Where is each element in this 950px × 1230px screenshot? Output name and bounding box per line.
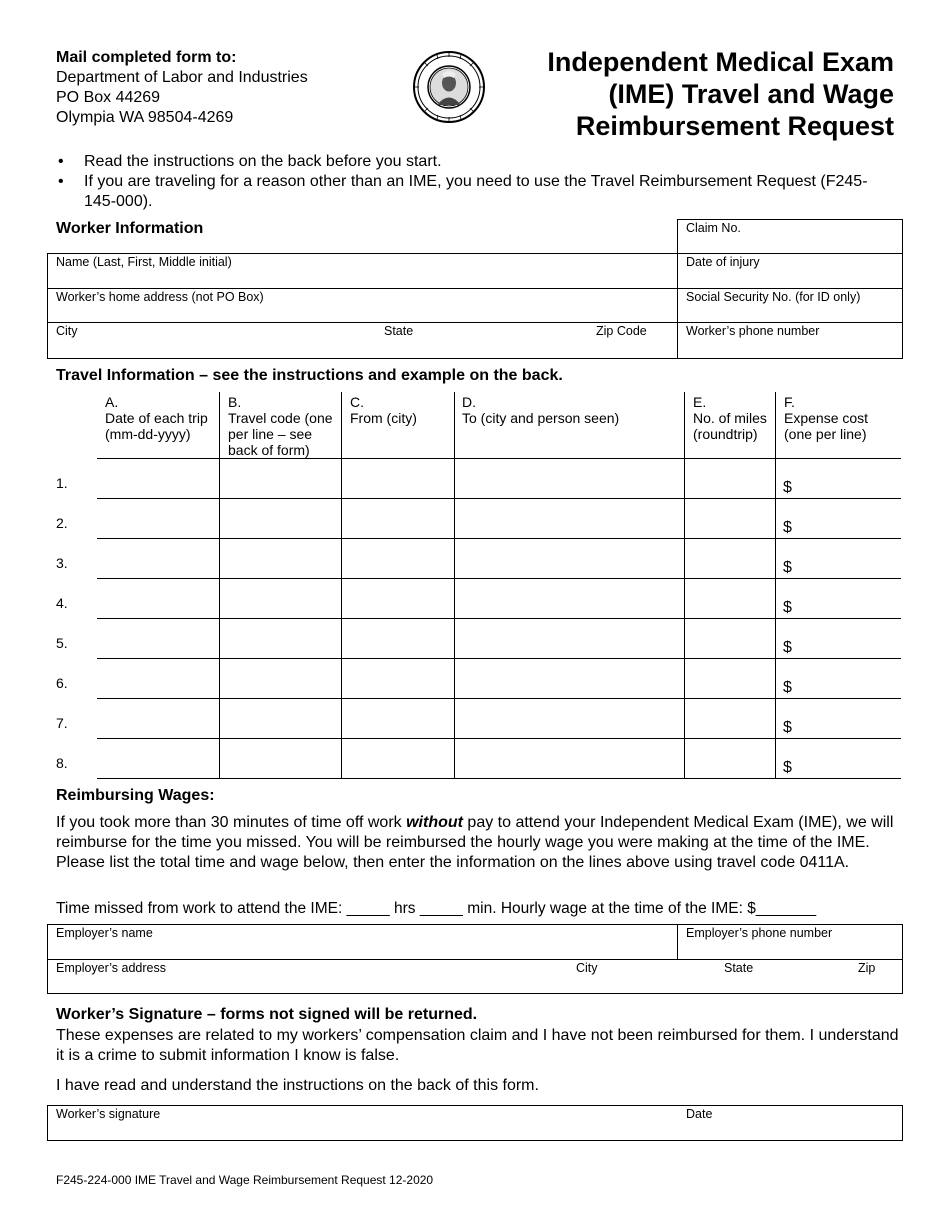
expense-dollar-sign: $ [783, 759, 792, 776]
title-line: (IME) Travel and Wage [608, 79, 894, 109]
employer-city-field[interactable]: City [576, 961, 598, 975]
expense-dollar-sign: $ [783, 479, 792, 496]
signature-heading: Worker’s Signature – forms not signed will be returned. [56, 1006, 478, 1023]
row-number: 4. [56, 595, 68, 611]
row-line [97, 578, 901, 579]
row-number: 7. [56, 715, 68, 731]
column-text: No. of miles [693, 410, 767, 426]
home-address-field[interactable]: Worker’s home address (not PO Box) [56, 290, 264, 304]
column-header-date [105, 394, 217, 442]
divider [47, 959, 903, 960]
column-header-from [350, 394, 450, 426]
worker-info-heading: Worker Information [56, 220, 204, 237]
row-number: 8. [56, 755, 68, 771]
ssn-field[interactable]: Social Security No. (for ID only) [686, 290, 861, 304]
employer-state-field[interactable]: State [724, 961, 754, 975]
row-line [97, 458, 901, 459]
form-title [474, 46, 894, 142]
divider [47, 288, 903, 289]
mail-line: Department of Labor and Industries [56, 69, 308, 86]
column-text: To (city and person seen) [462, 410, 620, 426]
column-text: (one per line) [784, 426, 867, 442]
expense-dollar-sign: $ [783, 639, 792, 656]
row-line [97, 538, 901, 539]
column-letter: D. [462, 394, 476, 410]
employer-address-field[interactable]: Employer’s address [56, 961, 167, 975]
wages-text: pay to attend your Independent Medical Exam (IME), we will reimburse for the time you missed. You will be reimbursed the hourly wage you were making at the time of the IME. Please list the total time and wage below, then enter the information on the lines above using travel code 0411A. [56, 814, 894, 871]
column-text: per line – see [228, 426, 313, 442]
divider [677, 253, 678, 359]
expense-dollar-sign: $ [783, 599, 792, 616]
wages-text: If you took more than 30 minutes of time off work [56, 814, 407, 831]
state-field[interactable]: State [384, 324, 414, 338]
expense-dollar-sign: $ [783, 719, 792, 736]
column-letter: A. [105, 394, 119, 410]
zip-code-field[interactable]: Zip Code [596, 324, 647, 338]
employer-name-field[interactable]: Employer’s name [56, 926, 153, 940]
column-letter: C. [350, 394, 364, 410]
column-header-expense [784, 394, 899, 442]
mail-line: Olympia WA 98504-4269 [56, 109, 234, 126]
worker-phone-field[interactable]: Worker’s phone number [686, 324, 820, 338]
title-line: Independent Medical Exam [547, 47, 894, 77]
wages-emphasis: without [406, 814, 463, 831]
time-missed-line[interactable]: Time missed from work to attend the IME: _____ hrs _____ min. Hourly wage at the time of the IME: $_______ [56, 900, 817, 917]
travel-info-heading: Travel Information – see the instructions and example on the back. [56, 367, 563, 384]
employer-zip-field[interactable]: Zip [858, 961, 876, 975]
instruction-item: • Read the instructions on the back before you start. [56, 152, 886, 172]
column-header-to [462, 394, 682, 426]
row-number: 1. [56, 475, 68, 491]
row-line [97, 658, 901, 659]
date-of-injury-field[interactable]: Date of injury [686, 255, 760, 269]
employer-phone-field[interactable]: Employer’s phone number [686, 926, 833, 940]
row-line [97, 778, 901, 779]
instruction-list [56, 152, 886, 212]
instruction-item: • If you are traveling for a reason other than an IME, you need to use the Travel Reimbursement Request (F245-145-000). [56, 172, 886, 212]
row-line [97, 698, 901, 699]
column-text: Travel code (one [228, 410, 333, 426]
expense-dollar-sign: $ [783, 559, 792, 576]
row-number: 2. [56, 515, 68, 531]
worker-signature-field[interactable]: Worker’s signature [56, 1107, 161, 1121]
claim-no-field[interactable]: Claim No. [686, 221, 741, 235]
column-letter: F. [784, 394, 795, 410]
column-divider [341, 392, 342, 778]
signature-statement: These expenses are related to my workers’ compensation claim and I have not been reimbursed for them. I understand it is a crime to submit information I know is false. [56, 1027, 899, 1064]
column-text: Date of each trip [105, 410, 208, 426]
worker-name-field[interactable]: Name (Last, First, Middle initial) [56, 255, 232, 269]
column-text: (roundtrip) [693, 426, 758, 442]
expense-dollar-sign: $ [783, 679, 792, 696]
row-number: 3. [56, 555, 68, 571]
mail-line: PO Box 44269 [56, 89, 161, 106]
form-id-footer: F245-224-000 IME Travel and Wage Reimbursement Request 12-2020 [56, 1173, 434, 1187]
column-divider [684, 392, 685, 778]
row-line [97, 618, 901, 619]
city-field[interactable]: City [56, 324, 78, 338]
column-text: From (city) [350, 410, 417, 426]
signature-box [47, 1105, 903, 1141]
title-line: Reimbursement Request [575, 111, 894, 141]
column-letter: B. [228, 394, 242, 410]
row-line [97, 738, 901, 739]
column-header-travel-code [228, 394, 340, 458]
wages-heading: Reimbursing Wages: [56, 787, 215, 804]
divider [47, 322, 903, 323]
signature-date-field[interactable]: Date [686, 1107, 713, 1121]
column-text: (mm-dd-yyyy) [105, 426, 191, 442]
mailing-address [56, 48, 308, 128]
column-text: Expense cost [784, 410, 869, 426]
expense-dollar-sign: $ [783, 519, 792, 536]
row-line [97, 498, 901, 499]
mail-heading: Mail completed form to: [56, 49, 237, 66]
column-text: back of form) [228, 442, 310, 458]
column-divider [775, 392, 776, 778]
column-divider [454, 392, 455, 778]
column-letter: E. [693, 394, 707, 410]
row-number: 6. [56, 675, 68, 691]
column-divider [219, 392, 220, 778]
acknowledgement-text: I have read and understand the instructions on the back of this form. [56, 1077, 539, 1094]
column-header-miles [693, 394, 775, 442]
divider [677, 924, 678, 959]
wages-paragraph [56, 813, 901, 873]
row-number: 5. [56, 635, 68, 651]
